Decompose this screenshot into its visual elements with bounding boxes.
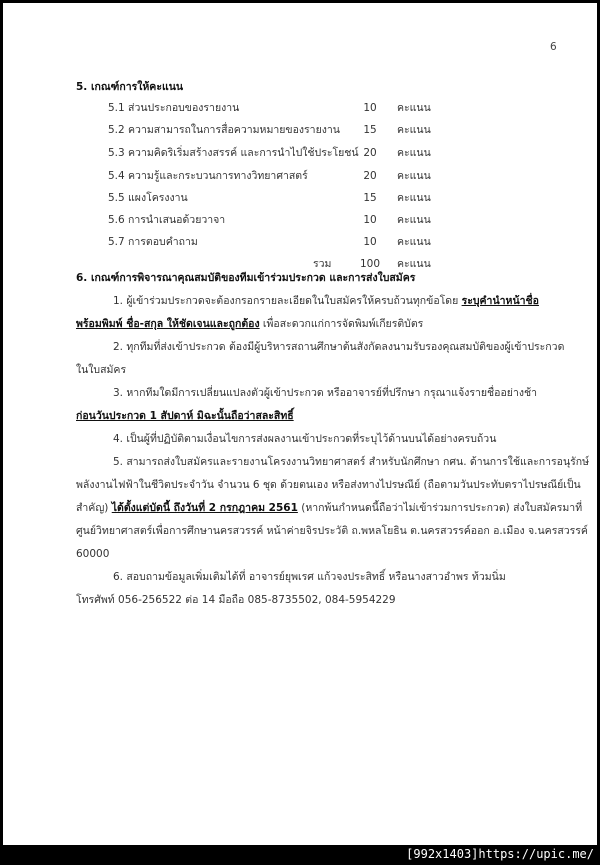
criterion-score: 20: [363, 147, 377, 159]
criterion-score: 15: [363, 124, 377, 136]
total-label: รวม: [313, 258, 332, 270]
section6-item4: 4. เป็นผู้ที่ปฏิบัติตามเงื่อนไขการส่งผลงานเข้าประกวดที่ระบุไว้ด้านบนได้อย่างครบถ้วน: [113, 433, 497, 445]
criterion-label: 5.1 ส่วนประกอบของรายงาน: [108, 102, 240, 114]
score-unit: คะแนน: [397, 124, 431, 136]
page-number: 6: [550, 41, 557, 53]
score-unit: คะแนน: [397, 147, 431, 159]
score-row: [3, 191, 597, 205]
section6-item6-line1: 6. สอบถามข้อมูลเพิ่มเติมได้ที่ อาจารย์ยุพเรศ แก้วจงประสิทธิ์ หรือนางสาวอำพร ท้วมนิ่ม: [113, 571, 506, 583]
criterion-score: 10: [363, 236, 377, 248]
score-unit: คะแนน: [397, 192, 431, 204]
document-page: [3, 3, 597, 845]
score-unit: คะแนน: [397, 102, 431, 114]
section6-item5-line3: สำคัญ) ได้ตั้งแต่บัดนี้ ถึงวันที่ 2 กรกฎาคม 2561 (หากพ้นกำหนดนี้ถือว่าไม่เข้าร่วมการประกวด) ส่งใบสมัครมาที่: [76, 502, 583, 514]
section6-item1-line1: 1. ผู้เข้าร่วมประกวดจะต้องกรอกรายละเอียดในใบสมัครให้ครบถ้วนทุกข้อโดย ระบุคำนำหน้าชื่อ: [113, 295, 539, 307]
section6-item5-line1: 5. สามารถส่งใบสมัครและรายงานโครงงานวิทยาศาสตร์ สำหรับนักศึกษา กศน. ด้านการใช้และการอนุรักษ์: [113, 456, 590, 468]
score-row: [3, 101, 597, 115]
score-unit: คะแนน: [397, 214, 431, 226]
score-unit: คะแนน: [397, 236, 431, 248]
score-row: [3, 235, 597, 249]
section6-item5-line5: 60000: [76, 548, 110, 560]
criterion-label: 5.3 ความคิดริเริ่มสร้างสรรค์ และการนำไปใช้ประโยชน์: [108, 147, 359, 159]
score-unit: คะแนน: [397, 258, 431, 270]
criterion-score: 10: [363, 214, 377, 226]
section6-heading: 6. เกณฑ์การพิจารณาคุณสมบัติของทีมเข้าร่วมประกวด และการส่งใบสมัคร: [76, 272, 416, 284]
section6-item5-line2: พลังงานไฟฟ้าในชีวิตประจำวัน จำนวน 6 ชุด ด้วยตนเอง หรือส่งทางไปรษณีย์ (ถือตามวันประทับตราไปรษณีย์เป็น: [76, 479, 581, 491]
section6-item5-line4: ศูนย์วิทยาศาสตร์เพื่อการศึกษานครสวรรค์ หน้าค่ายจิรประวัติ ถ.พหลโยธิน ต.นครสวรรค์ออก อ.เมือง จ.นครสวรรค์: [76, 525, 588, 537]
score-total-row: [3, 257, 597, 271]
score-row: [3, 213, 597, 227]
watermark-bar: [0, 845, 600, 865]
criterion-score: 10: [363, 102, 377, 114]
criterion-label: 5.4 ความรู้และกระบวนการทางวิทยาศาสตร์: [108, 170, 308, 182]
criterion-score: 15: [363, 192, 377, 204]
score-row: [3, 169, 597, 183]
criterion-label: 5.5 แผงโครงงาน: [108, 192, 188, 204]
section6-item2-line1: 2. ทุกทีมที่ส่งเข้าประกวด ต้องมีผู้บริหารสถานศึกษาต้นสังกัดลงนามรับรองคุณสมบัติของผู้เข้าประกวด: [113, 341, 565, 353]
section6-item2-line2: ในใบสมัคร: [76, 364, 127, 376]
section6-item3-line1: 3. หากทีมใดมีการเปลี่ยนแปลงตัวผู้เข้าประกวด หรืออาจารย์ที่ปรึกษา กรุณาแจ้งรายชื่ออย่างช้า: [113, 387, 537, 399]
watermark-text: [992x1403]https://upic.me/: [406, 847, 594, 861]
section6-item3-line2: ก่อนวันประกวด 1 สัปดาห์ มิฉะนั้นถือว่าสละสิทธิ์: [76, 410, 294, 422]
total-score: 100: [359, 258, 381, 270]
criterion-label: 5.2 ความสามารถในการสื่อความหมายของรายงาน: [108, 124, 340, 136]
section6-item1-line2: พร้อมพิมพ์ ชื่อ-สกุล ให้ชัดเจนและถูกต้อง เพื่อสะดวกแก่การจัดพิมพ์เกียรติบัตร: [76, 318, 424, 330]
criterion-score: 20: [363, 170, 377, 182]
score-row: [3, 146, 597, 160]
score-unit: คะแนน: [397, 170, 431, 182]
section6-item6-line2: โทรศัพท์ 056-256522 ต่อ 14 มือถือ 085-8735502, 084-5954229: [76, 594, 396, 606]
score-row: [3, 123, 597, 137]
criterion-label: 5.6 การนำเสนอด้วยวาจา: [108, 214, 226, 226]
criterion-label: 5.7 การตอบคำถาม: [108, 236, 198, 248]
section5-heading: 5. เกณฑ์การให้คะแนน: [76, 81, 184, 93]
